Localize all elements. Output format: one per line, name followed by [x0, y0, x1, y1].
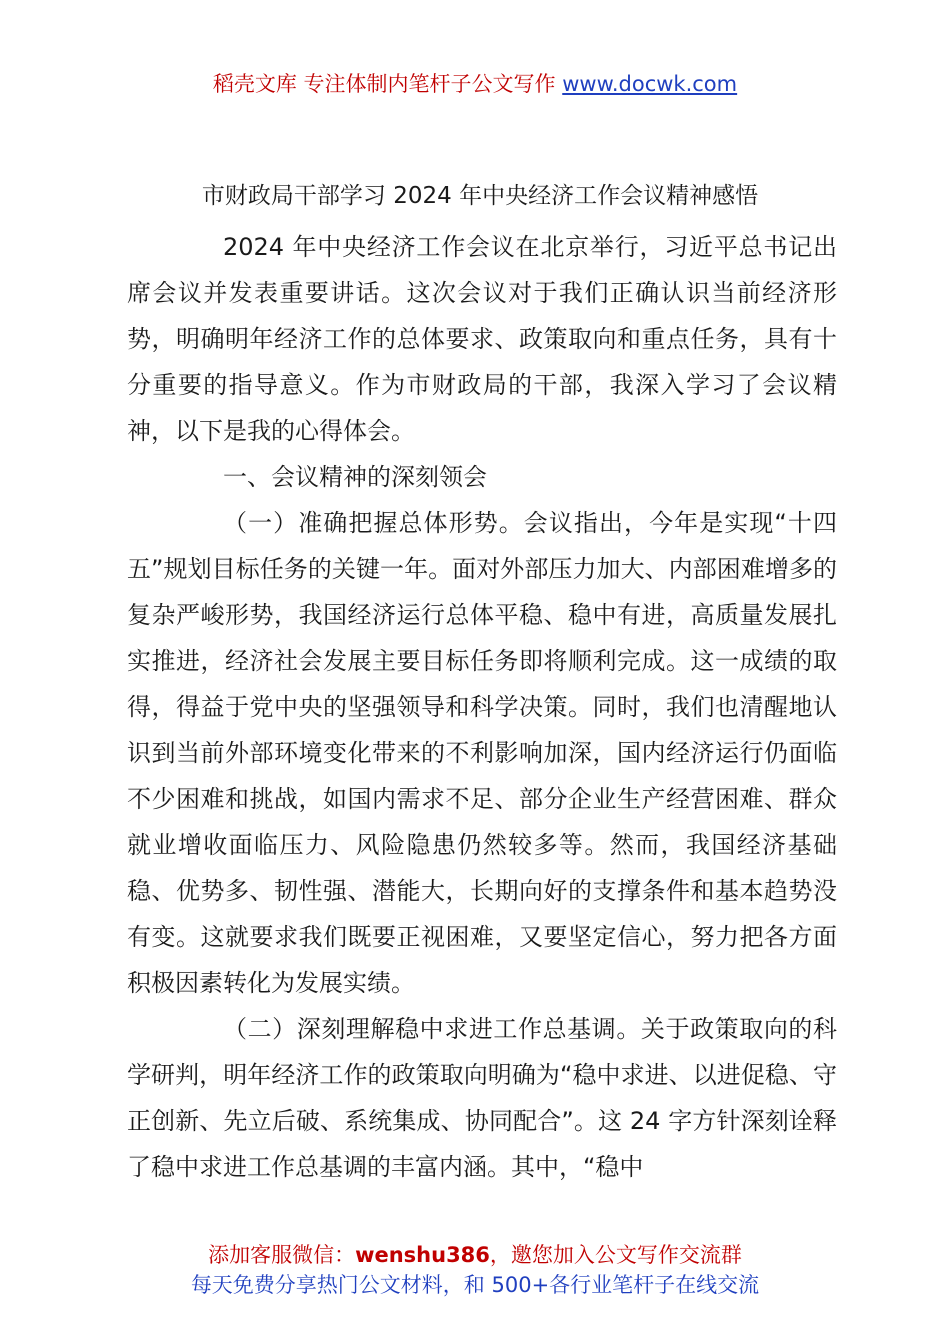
section-heading: 一、会议精神的深刻领会	[223, 463, 487, 491]
paragraph-section-2: （二）深刻理解稳中求进工作总基调。关于政策取向的科学研判，明年经济工作的政策取向明确为“稳中求进、以进促稳、守正创新、先立后破、系统集成、协同配合”。这 24 字方针深刻诠释了稳中求进工作总基调的丰富内涵。其中，“稳中	[127, 1015, 837, 1181]
footer-line-2: 每天免费分享热门公文材料，和 500+各行业笔杆子在线交流	[190, 1273, 760, 1297]
footer-prefix: 添加客服微信：	[208, 1243, 356, 1267]
document-title: 市财政局干部学习 2024 年中央经济工作会议精神感悟	[201, 183, 759, 209]
document-body	[127, 224, 837, 1190]
site-banner	[0, 70, 950, 98]
paragraph-section-1: （一）准确把握总体形势。会议指出，今年是实现“十四五”规划目标任务的关键一年。面对外部压力加大、内部困难增多的复杂严峻形势，我国经济运行总体平稳、稳中有进，高质量发展扎实推进，经济社会发展主要目标任务即将顺利完成。这一成绩的取得，得益于党中央的坚强领导和科学决策。同时，我们也清醒地认识到当前外部环境变化带来的不利影响加深，国内经济运行仍面临不少困难和挑战，如国内需求不足、部分企业生产经营困难、群众就业增收面临压力、风险隐患仍然较多等。然而，我国经济基础稳、优势多、韧性强、潜能大，长期向好的支撑条件和基本趋势没有变。这就要求我们既要正视困难，又要坚定信心，努力把各方面积极因素转化为发展实绩。	[127, 509, 837, 997]
site-url-link[interactable]: www.docwk.com	[562, 72, 738, 96]
site-slogan: 稻壳文库 专注体制内笔杆子公文写作	[212, 72, 556, 96]
footer-promo	[0, 1240, 950, 1300]
footer-suffix: ，邀您加入公文写作交流群	[489, 1243, 742, 1267]
footer-line-1	[0, 1240, 950, 1270]
wechat-id: wenshu386	[355, 1243, 490, 1267]
paragraph-intro: 2024 年中央经济工作会议在北京举行，习近平总书记出席会议并发表重要讲话。这次会议对于我们正确认识当前经济形势，明确明年经济工作的总体要求、政策取向和重点任务，具有十分重要的指导意义。作为市财政局的干部，我深入学习了会议精神，以下是我的心得体会。	[127, 233, 837, 445]
